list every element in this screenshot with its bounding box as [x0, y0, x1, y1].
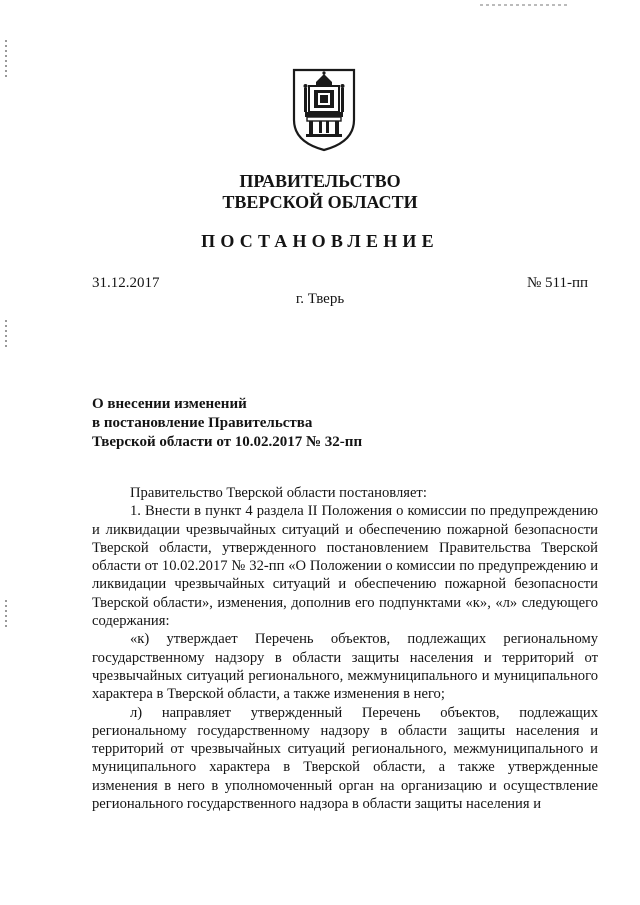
coat-of-arms-icon [292, 68, 356, 152]
document-type-title: ПОСТАНОВЛЕНИЕ [201, 231, 439, 251]
government-name-line2: ТВЕРСКОЙ ОБЛАСТИ [222, 192, 418, 212]
government-name-line1: ПРАВИТЕЛЬСТВО [239, 171, 401, 191]
document-city: г. Тверь [295, 291, 345, 307]
body-paragraph: Правительство Тверской области постановляет: [130, 485, 427, 501]
document-body [92, 484, 598, 813]
document-date: 31.12.2017 [92, 275, 160, 291]
subject-line: Тверской области от 10.02.2017 № 32-пп [92, 434, 363, 450]
document-subject [92, 395, 362, 452]
body-paragraph: л) направляет утвержденный Перечень объектов, подлежащих региональному государственному надзору в области защиты населения и территорий от чрезвычайных ситуаций регионального, межмуниципального и муниципального характера в Тверской области, а также утвержденные изменения в него в уполномоченный орган на организацию и осуществление регионального государственного надзора в области защиты населения и [92, 704, 598, 813]
scan-edge-mark [5, 320, 7, 350]
body-paragraph: «к) утверждает Перечень объектов, подлежащих региональному государственному надзору в области защиты населения и территорий от чрезвычайных ситуаций регионального, межмуниципального и муниципального характера в Тверской области, а также изменения в него; [92, 631, 598, 703]
scan-edge-mark [5, 600, 7, 630]
subject-line: в постановление Правительства [92, 415, 313, 431]
document-number: № 511-пп [526, 275, 588, 291]
scan-edge-mark [5, 40, 7, 80]
subject-line: О внесении изменений [92, 396, 247, 412]
scan-artifact [480, 4, 570, 6]
body-paragraph: 1. Внести в пункт 4 раздела II Положения о комиссии по предупреждению и ликвидации чрезвычайных ситуаций и обеспечению пожарной безопасности Тверской области, утвержденного постановлением Правительства Тверской области от 10.02.2017 № 32-пп «О Положении о комиссии по предупреждению и ликвидации чрезвычайных ситуаций и обеспечению пожарной безопасности Тверской области», изменения, дополнив его подпунктами «к», «л» следующего содержания: [92, 503, 598, 630]
